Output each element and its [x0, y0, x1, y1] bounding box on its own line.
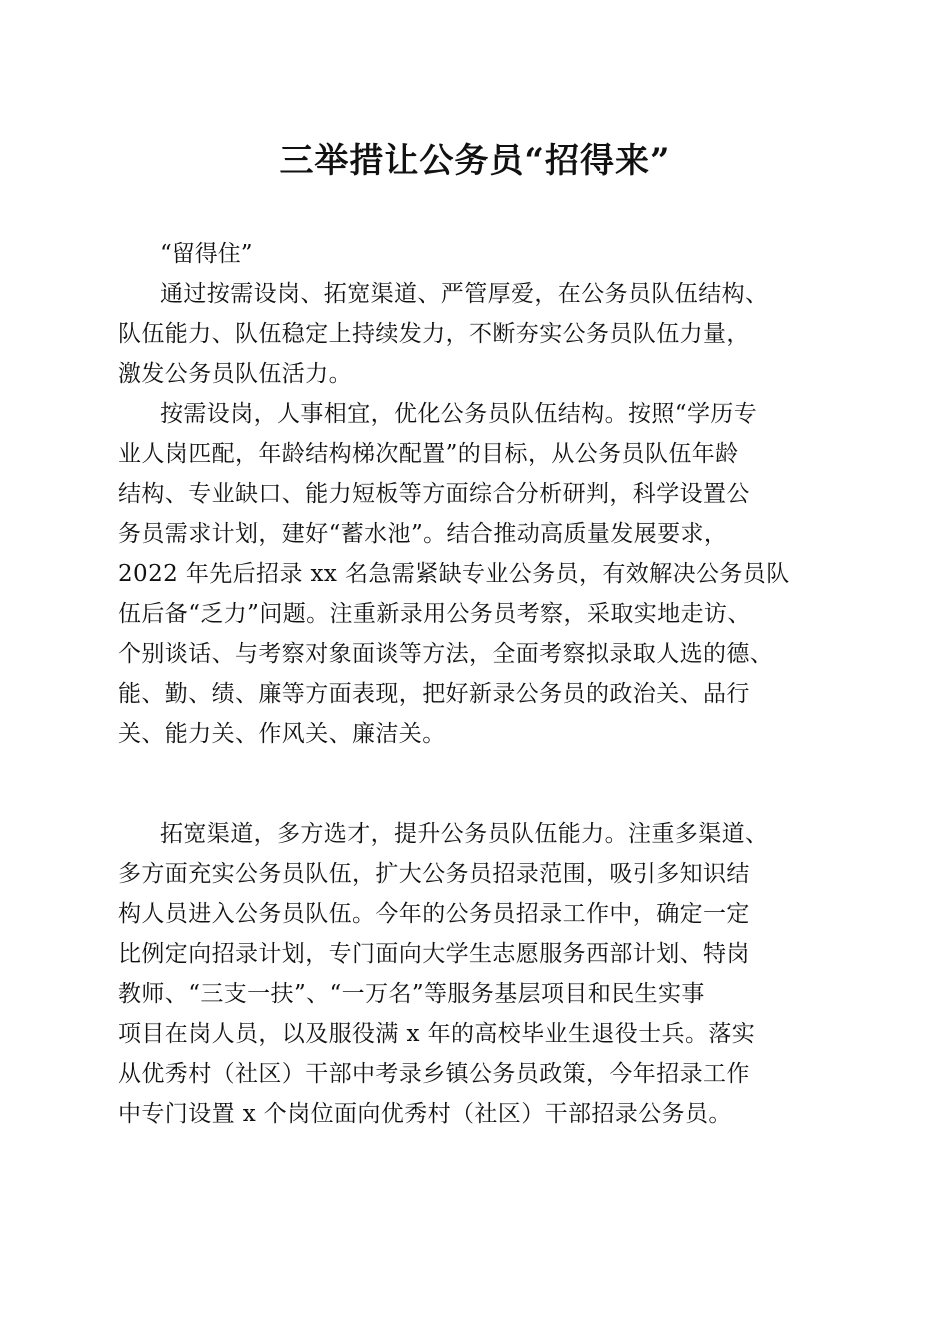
paragraph-line: 关、能力关、作风关、廉洁关。 [118, 721, 446, 747]
paragraph-channels [118, 814, 848, 1134]
paragraph-line: 2022 年先后招录 xx 名急需紧缺专业公务员，有效解决公务员队 [118, 561, 790, 587]
paragraph-line: 激发公务员队伍活力。 [118, 361, 352, 387]
paragraph-line: 多方面充实公务员队伍，扩大公务员招录范围，吸引多知识结 [118, 861, 750, 887]
paragraph-line: 构人员进入公务员队伍。今年的公务员招录工作中，确定一定 [118, 901, 750, 927]
document-subtitle: “留得住” [160, 241, 253, 267]
paragraph-line: 伍后备“乏力”问题。注重新录用公务员考察，采取实地走访、 [118, 601, 751, 627]
paragraph-line: 能、勤、绩、廉等方面表现，把好新录公务员的政治关、品行 [118, 681, 750, 707]
paragraph-line: 项目在岗人员，以及服役满 x 年的高校毕业生退役士兵。落实 [118, 1021, 756, 1047]
paragraph-line: 务员需求计划，建好“蓄水池”。结合推动高质量发展要求， [118, 521, 728, 547]
paragraph-line: 从优秀村（社区）干部中考录乡镇公务员政策，今年招录工作 [118, 1061, 750, 1087]
paragraph-line: 个别谈话、与考察对象面谈等方法，全面考察拟录取人选的德、 [118, 641, 774, 667]
paragraph-structure [118, 394, 848, 754]
paragraph-line: 拓宽渠道，多方选才，提升公务员队伍能力。注重多渠道、 [160, 821, 769, 847]
paragraph-line: 业人岗匹配，年龄结构梯次配置”的目标，从公务员队伍年龄 [118, 441, 739, 467]
paragraph-line: 中专门设置 x 个岗位面向优秀村（社区）干部招录公务员。 [118, 1101, 732, 1127]
paragraph-line: 教师、“三支一扶”、“一万名”等服务基层项目和民生实事 [118, 981, 705, 1007]
paragraph-line: 比例定向招录计划，专门面向大学生志愿服务西部计划、特岗 [118, 941, 750, 967]
paragraph-line: 按需设岗，人事相宜，优化公务员队伍结构。按照“学历专 [160, 401, 758, 427]
paragraph-line: 结构、专业缺口、能力短板等方面综合分析研判，科学设置公 [118, 481, 750, 507]
paragraph-line: 通过按需设岗、拓宽渠道、严管厚爱，在公务员队伍结构、 [160, 281, 769, 307]
paragraph-line: 队伍能力、队伍稳定上持续发力，不断夯实公务员队伍力量， [118, 321, 750, 347]
document-title: 三举措让公务员“招得来” [279, 141, 671, 181]
paragraph-intro [118, 274, 848, 394]
